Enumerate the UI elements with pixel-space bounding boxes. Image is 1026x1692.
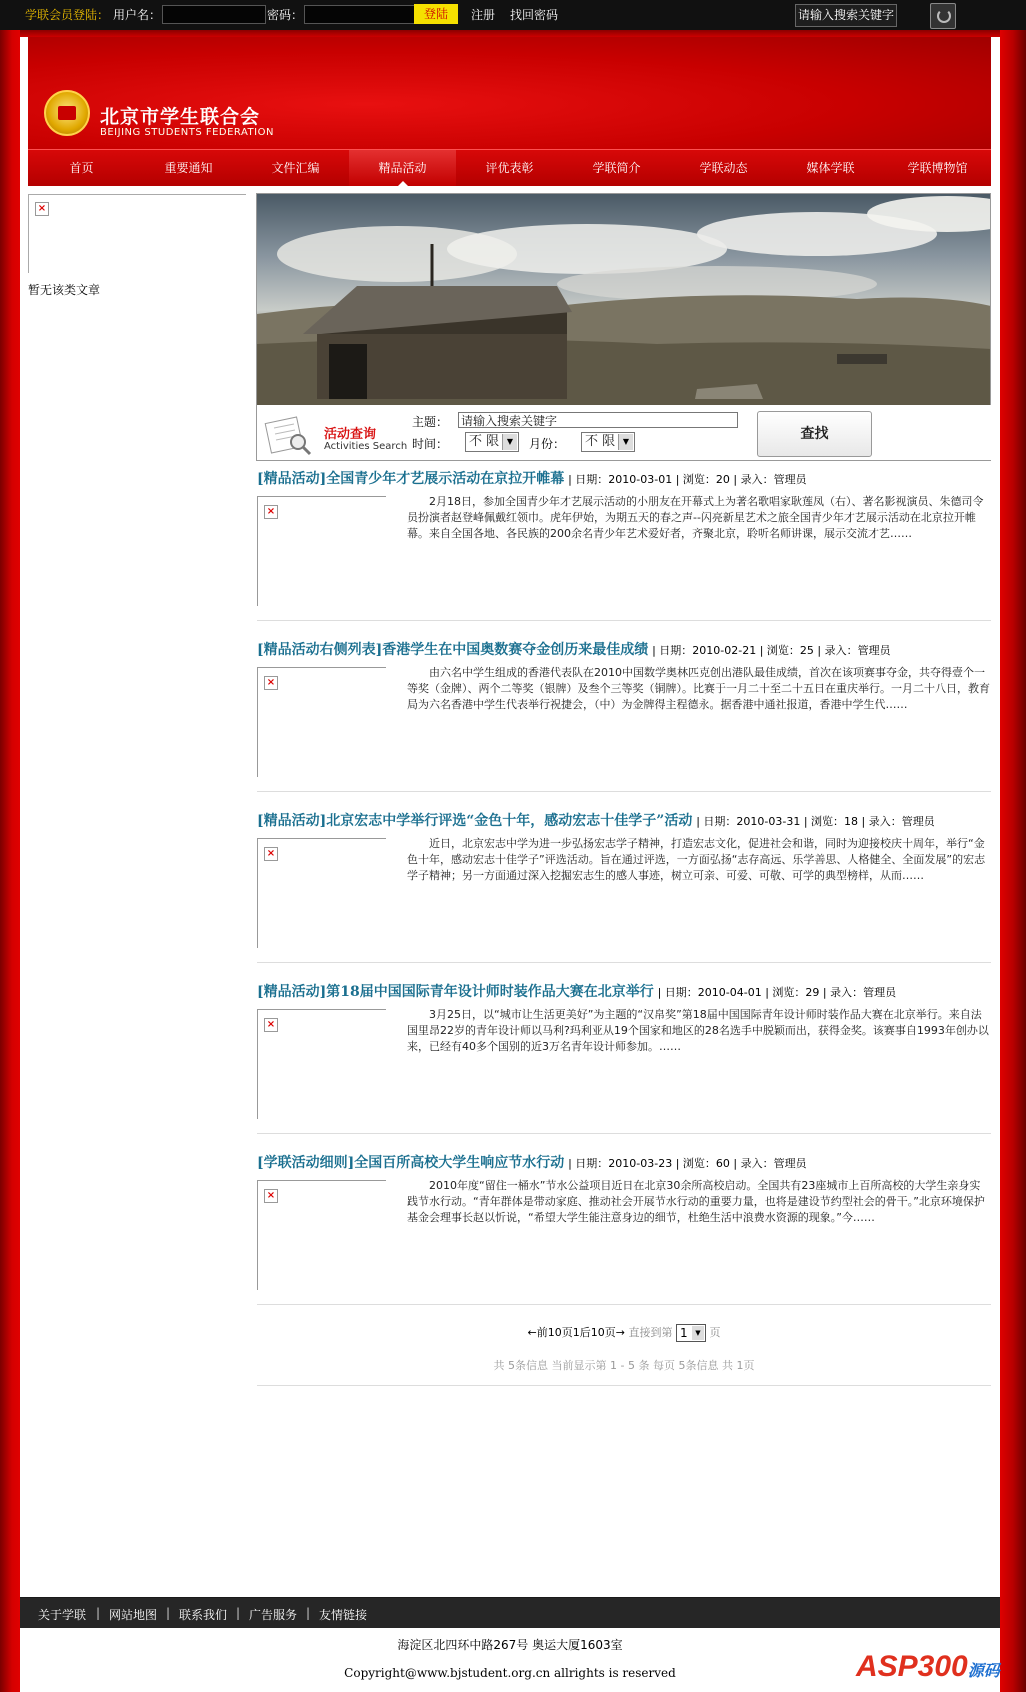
watermark-logo — [856, 1650, 1000, 1684]
article-divider — [257, 962, 991, 963]
article-meta: | 日期：2010-02-21 | 浏览：25 | 录入：管理员 — [652, 644, 891, 657]
time-label: 时间： — [412, 437, 449, 451]
notebook-search-icon — [264, 414, 314, 456]
nav-item-museum[interactable]: 学联博物馆 — [907, 161, 968, 175]
article-item — [257, 981, 991, 1152]
article-header — [257, 639, 891, 659]
frame-right — [1000, 30, 1026, 1692]
top-bar — [0, 0, 1026, 30]
article-divider — [257, 620, 991, 621]
broken-image-icon[interactable]: × — [264, 1018, 278, 1032]
article-meta: | 日期：2010-03-01 | 浏览：20 | 录入：管理员 — [568, 473, 807, 486]
footer-separator: | — [236, 1606, 241, 1620]
broken-image-icon[interactable]: × — [264, 847, 278, 861]
watermark-text: ASP300 — [856, 1650, 968, 1683]
site-logo-text[interactable]: 北京市学生联合会 — [100, 106, 261, 128]
thumbnail-frame-top — [257, 667, 386, 668]
nav-item-activities[interactable]: 精品活动 — [349, 150, 456, 186]
nav-item-about[interactable]: 学联简介 — [592, 161, 641, 175]
nav-item-home[interactable]: 首页 — [69, 161, 94, 175]
month-select[interactable]: 不 限 ▼ — [581, 432, 635, 452]
subject-input[interactable]: 请输入搜索关键字 — [458, 412, 738, 428]
sidebar-empty-text: 暂无该类文章 — [28, 283, 101, 297]
thumbnail-frame-left — [257, 667, 258, 777]
site-logo-subtitle: BEIJING STUDENTS FEDERATION — [100, 127, 274, 138]
top-search-input[interactable]: 请输入搜索关键字 — [795, 4, 897, 27]
article-title-link[interactable]: [学联活动细则]全国百所高校大学生响应节水行动 — [257, 1155, 565, 1171]
login-button[interactable]: 登陆 — [414, 4, 458, 24]
article-header — [257, 981, 896, 1001]
pagination — [257, 1324, 991, 1342]
register-link[interactable]: 注册 — [471, 8, 496, 22]
jump-to-label: 直接到第 — [628, 1326, 673, 1339]
nav-item-awards[interactable]: 评优表彰 — [485, 161, 534, 175]
footer-separator: | — [166, 1606, 171, 1620]
page-jump-select[interactable]: 1 ▼ — [676, 1324, 706, 1342]
subject-label: 主题： — [412, 415, 449, 429]
top-search-button[interactable] — [930, 3, 956, 29]
article-header — [257, 810, 935, 830]
article-header — [257, 468, 807, 488]
article-divider — [257, 791, 991, 792]
footer-link-friends[interactable]: 友情链接 — [319, 1608, 368, 1622]
article-title-link[interactable]: [精品活动右侧列表]香港学生在中国奥数赛夺金创历来最佳成绩 — [257, 642, 649, 658]
pagination-info: 共 5条信息 当前显示第 1 - 5 条 每页 5条信息 共 1页 — [493, 1359, 755, 1372]
username-label: 用户名： — [113, 8, 162, 22]
article-item — [257, 1152, 991, 1323]
article-divider — [257, 1304, 991, 1305]
thumbnail-frame-top — [257, 1180, 386, 1181]
footer-copyright: Copyright@www.bjstudent.org.cn allrights is reserved — [344, 1666, 676, 1680]
article-item — [257, 810, 991, 981]
article-title-link[interactable]: [精品活动]第18届中国国际青年设计师时装作品大赛在北京举行 — [257, 984, 654, 1000]
main-nav — [28, 149, 991, 186]
thumbnail-frame-left — [257, 1009, 258, 1119]
member-login-label: 学联会员登陆： — [25, 8, 110, 22]
pagination-divider — [257, 1385, 991, 1386]
article-excerpt: 近日，北京宏志中学为进一步弘扬宏志学子精神，打造宏志文化，促进社会和谐，同时为迎接校庆十周年，举行“金色十年，感动宏志十佳学子”评选活动。旨在通过评选，一方面弘扬“志存高远、乐学善思、人格健全、全面发展”的宏志学子精神；另一方面通过深入挖掘宏志生的感人事迹，树立可亲、可爱、可敬、可学的典型榜样，从而…… — [407, 837, 986, 882]
nav-item-documents[interactable]: 文件汇编 — [271, 161, 320, 175]
search-panel-title: 活动查询 — [324, 427, 377, 442]
time-select[interactable]: 不 限 ▼ — [465, 432, 519, 452]
nav-item-news[interactable]: 学联动态 — [699, 161, 748, 175]
article-title-link[interactable]: [精品活动]全国青少年才艺展示活动在京拉开帷幕 — [257, 471, 565, 487]
footer-link-sitemap[interactable]: 网站地图 — [109, 1608, 158, 1622]
footer-link-ads[interactable]: 广告服务 — [249, 1608, 298, 1622]
footer-separator: | — [306, 1606, 311, 1620]
password-label: 密码： — [267, 8, 304, 22]
thumbnail-frame-top — [257, 496, 386, 497]
nav-item-notices[interactable]: 重要通知 — [164, 161, 213, 175]
article-meta: | 日期：2010-04-01 | 浏览：29 | 录入：管理员 — [657, 986, 897, 999]
page-suffix-label: 页 — [709, 1326, 721, 1339]
next-pages-link[interactable]: 后10页→ — [579, 1326, 625, 1339]
find-button[interactable]: 查找 — [757, 411, 872, 457]
broken-image-icon: × — [35, 202, 49, 216]
watermark-suffix: 源码 — [967, 1663, 1000, 1680]
recover-password-link[interactable]: 找回密码 — [510, 8, 559, 22]
broken-image-icon[interactable]: × — [264, 676, 278, 690]
footer-link-contact[interactable]: 联系我们 — [179, 1608, 228, 1622]
prev-pages-link[interactable]: ←前10页 — [527, 1326, 573, 1339]
search-panel-subtitle: Activities Search — [324, 441, 408, 452]
article-excerpt: 2010年度“留住一桶水”节水公益项目近日在北京30余所高校启动。全国共有23座城市上百所高校的大学生亲身实践节水行动。“青年群体是带动家庭、推动社会开展节水行动的重要力量，也将是建设节约型社会的骨干。”北京环境保护基金会理事长赵以忻说，“希望大学生能注意身边的细节，杜绝生活中浪费水资源的现象。”今…… — [407, 1179, 985, 1224]
thumbnail-frame-left — [257, 496, 258, 606]
broken-image-icon[interactable]: × — [264, 1189, 278, 1203]
sidebar-divider — [28, 194, 246, 195]
article-header — [257, 1152, 807, 1172]
article-meta: | 日期：2010-03-23 | 浏览：60 | 录入：管理员 — [568, 1157, 807, 1170]
thumbnail-frame-top — [257, 1009, 386, 1010]
current-page-number: 1 — [572, 1326, 580, 1339]
username-input[interactable] — [162, 5, 266, 24]
footer-separator: | — [96, 1606, 101, 1620]
footer-address: 海淀区北四环中路267号 奥运大厦1603室 — [397, 1638, 623, 1652]
nav-item-media[interactable]: 媒体学联 — [806, 161, 855, 175]
article-excerpt: 由六名中学生组成的香港代表队在2010中国数学奥林匹克创出港队最佳成绩，首次在该项赛事夺金，共夺得壹个一等奖（金牌）、两个二等奖（银牌）及叁个三等奖（铜牌）。比赛于一月二十至二十五日在重庆举行。一月二十八日，教育局为六名香港中学生代表举行祝捷会，（中）为金牌得主程德永。据香港中通社报道，香港中学生代…… — [407, 666, 990, 711]
footer-link-about[interactable]: 关于学联 — [38, 1608, 87, 1622]
sidebar-image-frame — [28, 195, 29, 273]
frame-top — [20, 30, 1000, 37]
month-label: 月份： — [529, 437, 566, 451]
emblem-logo-icon[interactable] — [44, 90, 90, 136]
article-item — [257, 639, 991, 810]
thumbnail-frame-left — [257, 1180, 258, 1290]
broken-image-icon[interactable]: × — [264, 505, 278, 519]
frame-left — [0, 30, 20, 1692]
article-meta: | 日期：2010-03-31 | 浏览：18 | 录入：管理员 — [696, 815, 935, 828]
article-title-link[interactable]: [精品活动]北京宏志中学举行评选“金色十年，感动宏志十佳学子”活动 — [257, 813, 693, 829]
article-excerpt: 2月18日，参加全国青少年才艺展示活动的小朋友在开幕式上为著名歌唱家耿莲凤（右）、著名影视演员、朱德司令员扮演者赵登峰佩戴红领巾。虎年伊始，为期五天的春之声--闪亮新星艺术之旅全国青少年才艺展示活动在北京拉开帷幕。来自全国各地、各民族的200余名青少年艺术爱好者，齐聚北京，聆听名师讲课，展示交流才艺…… — [407, 495, 984, 540]
thumbnail-frame-left — [257, 838, 258, 948]
article-item — [257, 468, 991, 639]
article-divider — [257, 1133, 991, 1134]
thumbnail-frame-top — [257, 838, 386, 839]
article-excerpt: 3月25日，以“城市让生活更美好”为主题的“汉帛奖”第18届中国国际青年设计师时装作品大赛在北京举行。来自法国里昂22岁的青年设计师以马利?玛利亚从19个国家和地区的28名选手中脱颖而出，获得金奖。该赛事自1993年创办以来，已经有40多个国别的近3万名青年设计师参加。…… — [407, 1008, 989, 1053]
